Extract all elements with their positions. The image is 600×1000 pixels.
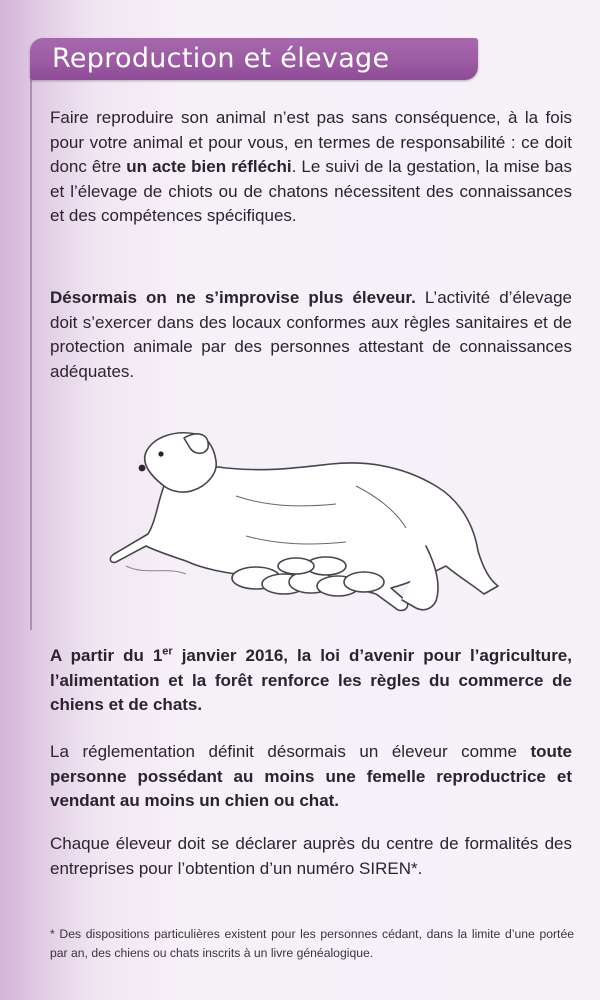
paragraph-definition	[50, 740, 572, 814]
paragraph-intro-text: Faire reproduire son animal n’est pas sans conséquence, à la fois pour votre animal et pour vous, en termes de responsabilité : ce doit donc être	[50, 108, 572, 177]
paragraph-law	[50, 644, 572, 718]
paragraph-siren: Chaque éleveur doit se déclarer auprès du centre de formalités des entreprises pour l’obtention d’un numéro SIREN*.	[50, 834, 572, 878]
paragraph-definition-emphasis: toute personne possédant au moins une femelle reproductrice et vendant au moins un chien ou chat.	[50, 742, 572, 811]
paragraph-intro-text-end: . Le suivi de la gestation, la mise bas et l’élevage de chiots ou de chatons nécessitent des connaissances et des compétences spécifiques.	[50, 157, 572, 226]
paragraph-breeder-emphasis: Désormais on ne s’improvise plus éleveur.	[50, 288, 416, 307]
paragraph-law-start: A partir du 1	[50, 646, 163, 665]
paragraph-law-text	[50, 646, 572, 714]
dog-nursing-puppies-illustration	[106, 416, 506, 626]
section-frame-line	[30, 58, 32, 630]
paragraph-definition-text: La réglementation définit désormais un éleveur comme	[50, 742, 531, 761]
ordinal-superscript: er	[162, 645, 173, 658]
section-title-bar	[30, 38, 478, 80]
section-title: Reproduction et élevage	[52, 43, 390, 74]
paragraph-intro	[50, 106, 572, 229]
paragraph-intro-emphasis: un acte bien réfléchi	[126, 157, 292, 177]
paragraph-breeder-text: L’activité d’élevage doit s’exercer dans des locaux conformes aux règles sanitaires et de protection animale par des personnes attestant de connaissances adéquates.	[50, 288, 572, 381]
footnote: * Des dispositions particulières existent pour les personnes cédant, dans la limite d’une portée par an, des chiens ou chats inscrits à un livre généalogique.	[50, 927, 574, 960]
paragraph-breeder	[50, 286, 572, 384]
paragraph-law-end: janvier 2016, la loi d’avenir pour l’agriculture, l’alimentation et la forêt renforce les règles du commerce de chiens et de chats.	[50, 646, 572, 715]
